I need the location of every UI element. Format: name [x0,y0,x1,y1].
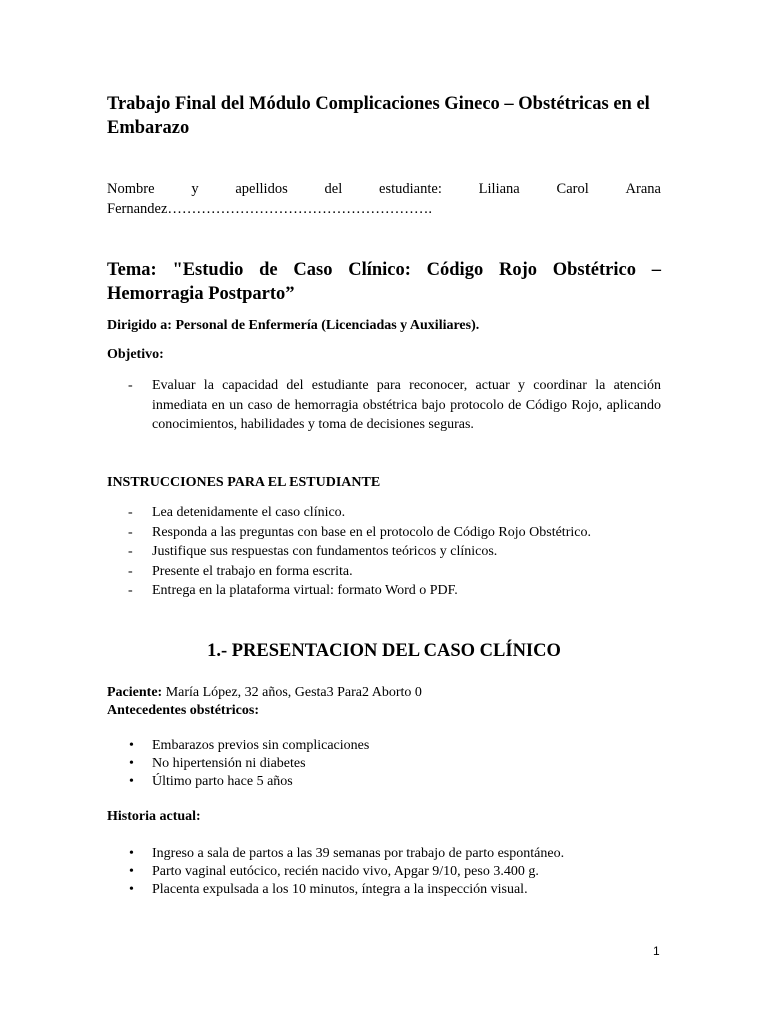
tema-word: Clínico: [348,260,411,280]
student-label-word: estudiante: [379,181,442,197]
dash-marker: - [128,524,133,540]
paciente-block [107,684,422,720]
historia-heading: Historia actual: [107,809,201,824]
student-label-word: Nombre [107,181,155,197]
paciente-line [107,684,422,702]
tema-word: – [651,260,661,280]
paciente-label: Paciente: [107,685,163,700]
bullet-marker: • [129,756,134,771]
historia-text: Placenta expulsada a los 10 minutos, íntegra a la inspección visual. [152,882,528,897]
instrucciones-heading: INSTRUCCIONES PARA EL ESTUDIANTE [107,475,381,490]
instruccion-text: Entrega en la plataforma virtual: formato Word o PDF. [152,583,458,598]
antecedentes-heading: Antecedentes obstétricos: [107,703,260,718]
dirigido-a: Dirigido a: Personal de Enfermería (Licenciadas y Auxiliares). [107,318,480,333]
section-title: 1.- PRESENTACION DEL CASO CLÍNICO [207,641,561,661]
student-label-word: y [191,181,199,197]
instruccion-text: Responda a las preguntas con base en el protocolo de Código Rojo Obstétrico. [152,524,591,540]
student-name-word: Liliana [478,181,520,197]
dash-marker: - [128,378,133,393]
dash-marker: - [128,563,133,579]
list-item [107,562,661,582]
antecedente-text: Último parto hace 5 años [152,774,293,789]
tema-word: Código [426,260,484,280]
list-item [107,542,661,562]
historia-text: Ingreso a sala de partos a las 39 semanas por trabajo de parto espontáneo. [152,846,565,861]
list-item [107,755,661,773]
antecedentes-list [107,737,661,791]
historia-text: Parto vaginal eutócico, recién nacido vivo, Apgar 9/10, peso 3.400 g. [152,864,539,879]
dash-marker: - [128,505,133,520]
instrucciones-list [107,503,661,601]
list-item [107,376,661,435]
list-item [107,845,661,863]
tema-word: "Estudio [172,260,244,280]
tema-word: Caso [293,260,333,280]
antecedente-text: No hipertensión ni diabetes [152,756,306,771]
objetivo-list [107,376,661,435]
bullet-marker: • [129,882,134,897]
list-item [107,523,661,543]
student-name-word: Carol [556,181,589,197]
objetivo-heading: Objetivo: [107,347,164,362]
tema-word: Tema: [107,260,157,280]
list-item [107,503,661,523]
tema-line-2: Hemorragia Postparto” [107,284,295,304]
tema-word: Obstétrico [552,260,636,280]
tema-word: Rojo [498,260,537,280]
tema-line [107,258,661,282]
dash-marker: - [128,544,133,559]
student-name-line [107,179,661,199]
instruccion-text: Presente el trabajo en forma escrita. [152,563,353,579]
tema-word: de [259,260,278,280]
page-number: 1 [653,944,660,958]
objetivo-text: Evaluar la capacidad del estudiante para reconocer, actuar y coordinar la atención inmediata en un caso de hemorragia obstétrica bajo protocolo de Código Rojo, aplicando conocimientos, habilidades y toma de decisiones seguras. [152,378,661,432]
bullet-marker: • [129,846,134,861]
bullet-marker: • [129,864,134,879]
bullet-marker: • [129,738,134,753]
list-item [107,881,661,899]
list-item [107,863,661,881]
student-label-word: del [324,181,343,197]
paciente-value: María López, 32 años, Gesta3 Para2 Aborto 0 [162,685,422,700]
list-item [107,773,661,791]
student-name-block [107,179,661,219]
document-title: Trabajo Final del Módulo Complicaciones Gineco – Obstétricas en el Embarazo [107,94,650,138]
tema-heading [107,258,661,306]
instruccion-text: Lea detenidamente el caso clínico. [152,505,346,520]
dash-marker: - [128,583,133,598]
antecedente-text: Embarazos previos sin complicaciones [152,738,370,753]
instruccion-text: Justifique sus respuestas con fundamentos teóricos y clínicos. [152,544,498,559]
student-name-line-2: Fernandez………………………………………………. [107,201,433,217]
bullet-marker: • [129,774,134,789]
student-name-word: Arana [625,181,661,197]
list-item [107,737,661,755]
student-label-word: apellidos [235,181,288,197]
list-item [107,581,661,601]
historia-list [107,845,661,899]
